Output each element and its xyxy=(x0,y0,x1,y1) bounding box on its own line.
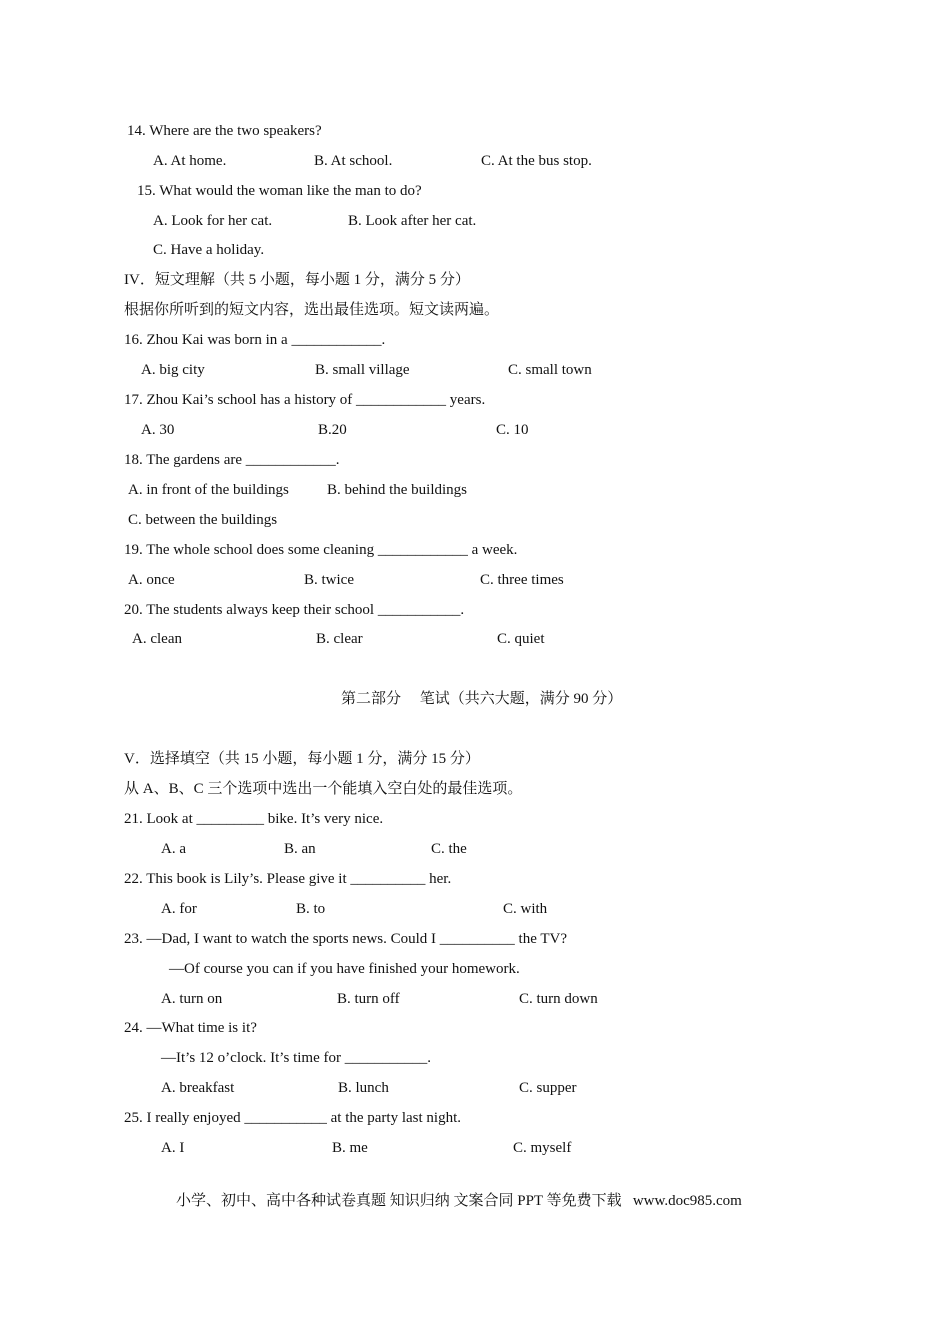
q16-option-c: C. small town xyxy=(508,362,592,378)
q18-option-a: A. in front of the buildings xyxy=(128,482,289,498)
q24-option-c: C. supper xyxy=(519,1080,577,1096)
q21-option-a: A. a xyxy=(161,841,186,857)
q24-option-a: A. breakfast xyxy=(161,1080,235,1096)
q14-option-c: C. At the bus stop. xyxy=(481,153,592,169)
q23-reply: —Of course you can if you have finished your homework. xyxy=(169,961,520,977)
section5-title: V．选择填空（共 15 小题，每小题 1 分，满分 15 分） xyxy=(124,751,480,767)
q15-stem: 15. What would the woman like the man to do? xyxy=(137,183,422,199)
q17-stem: 17. Zhou Kai’s school has a history of ____________ years. xyxy=(124,392,486,408)
q19-option-a: A. once xyxy=(128,572,175,588)
q15-option-b: B. Look after her cat. xyxy=(348,213,477,229)
q22-stem: 22. This book is Lily’s. Please give it __________ her. xyxy=(124,871,452,887)
q23-option-a: A. turn on xyxy=(161,991,223,1007)
section5-instruction: 从 A、B、C 三个选项中选出一个能填入空白处的最佳选项。 xyxy=(124,781,523,797)
q19-option-b: B. twice xyxy=(304,572,354,588)
q14-option-b: B. At school. xyxy=(314,153,393,169)
q19-option-c: C. three times xyxy=(480,572,564,588)
q16-option-a: A. big city xyxy=(141,362,205,378)
q23-option-b: B. turn off xyxy=(337,991,400,1007)
q20-option-a: A. clean xyxy=(132,631,182,647)
q22-option-b: B. to xyxy=(296,901,326,917)
q23-stem: 23. —Dad, I want to watch the sports news. Could I __________ the TV? xyxy=(124,931,567,947)
q18-stem: 18. The gardens are ____________. xyxy=(124,452,340,468)
part2-title: 第二部分 笔试（共六大题，满分 90 分） xyxy=(341,691,623,707)
q15-option-a: A. Look for her cat. xyxy=(153,213,273,229)
q15-option-c: C. Have a holiday. xyxy=(153,242,265,258)
section4-instruction: 根据你所听到的短文内容，选出最佳选项。短文读两遍。 xyxy=(124,302,500,318)
q18-option-c: C. between the buildings xyxy=(128,512,278,528)
section4-title: IV．短文理解（共 5 小题，每小题 1 分，满分 5 分） xyxy=(124,272,470,288)
q22-option-c: C. with xyxy=(503,901,548,917)
q22-option-a: A. for xyxy=(161,901,197,917)
q25-option-c: C. myself xyxy=(513,1140,572,1156)
q20-stem: 20. The students always keep their school ___________. xyxy=(124,602,465,618)
q24-stem: 24. —What time is it? xyxy=(124,1020,257,1036)
q16-option-b: B. small village xyxy=(315,362,410,378)
q14-stem: 14. Where are the two speakers? xyxy=(127,123,322,139)
q21-option-b: B. an xyxy=(284,841,316,857)
q25-stem: 25. I really enjoyed ___________ at the party last night. xyxy=(124,1110,462,1126)
q17-option-c: C. 10 xyxy=(496,422,529,438)
q25-option-a: A. I xyxy=(161,1140,185,1156)
q21-option-c: C. the xyxy=(431,841,467,857)
q20-option-c: C. quiet xyxy=(497,631,545,647)
q20-option-b: B. clear xyxy=(316,631,363,647)
q17-option-a: A. 30 xyxy=(141,422,175,438)
q19-stem: 19. The whole school does some cleaning ____________ a week. xyxy=(124,542,518,558)
q25-option-b: B. me xyxy=(332,1140,368,1156)
q18-option-b: B. behind the buildings xyxy=(327,482,467,498)
q24-option-b: B. lunch xyxy=(338,1080,389,1096)
q21-stem: 21. Look at _________ bike. It’s very nice. xyxy=(124,811,384,827)
q24-reply: —It’s 12 o’clock. It’s time for ___________. xyxy=(161,1050,431,1066)
q23-option-c: C. turn down xyxy=(519,991,598,1007)
q14-option-a: A. At home. xyxy=(153,153,227,169)
page-footer: 小学、初中、高中各种试卷真题 知识归纳 文案合同 PPT 等免费下载 www.doc985.com xyxy=(176,1193,742,1209)
q16-stem: 16. Zhou Kai was born in a ____________. xyxy=(124,332,386,348)
q17-option-b: B.20 xyxy=(318,422,347,438)
